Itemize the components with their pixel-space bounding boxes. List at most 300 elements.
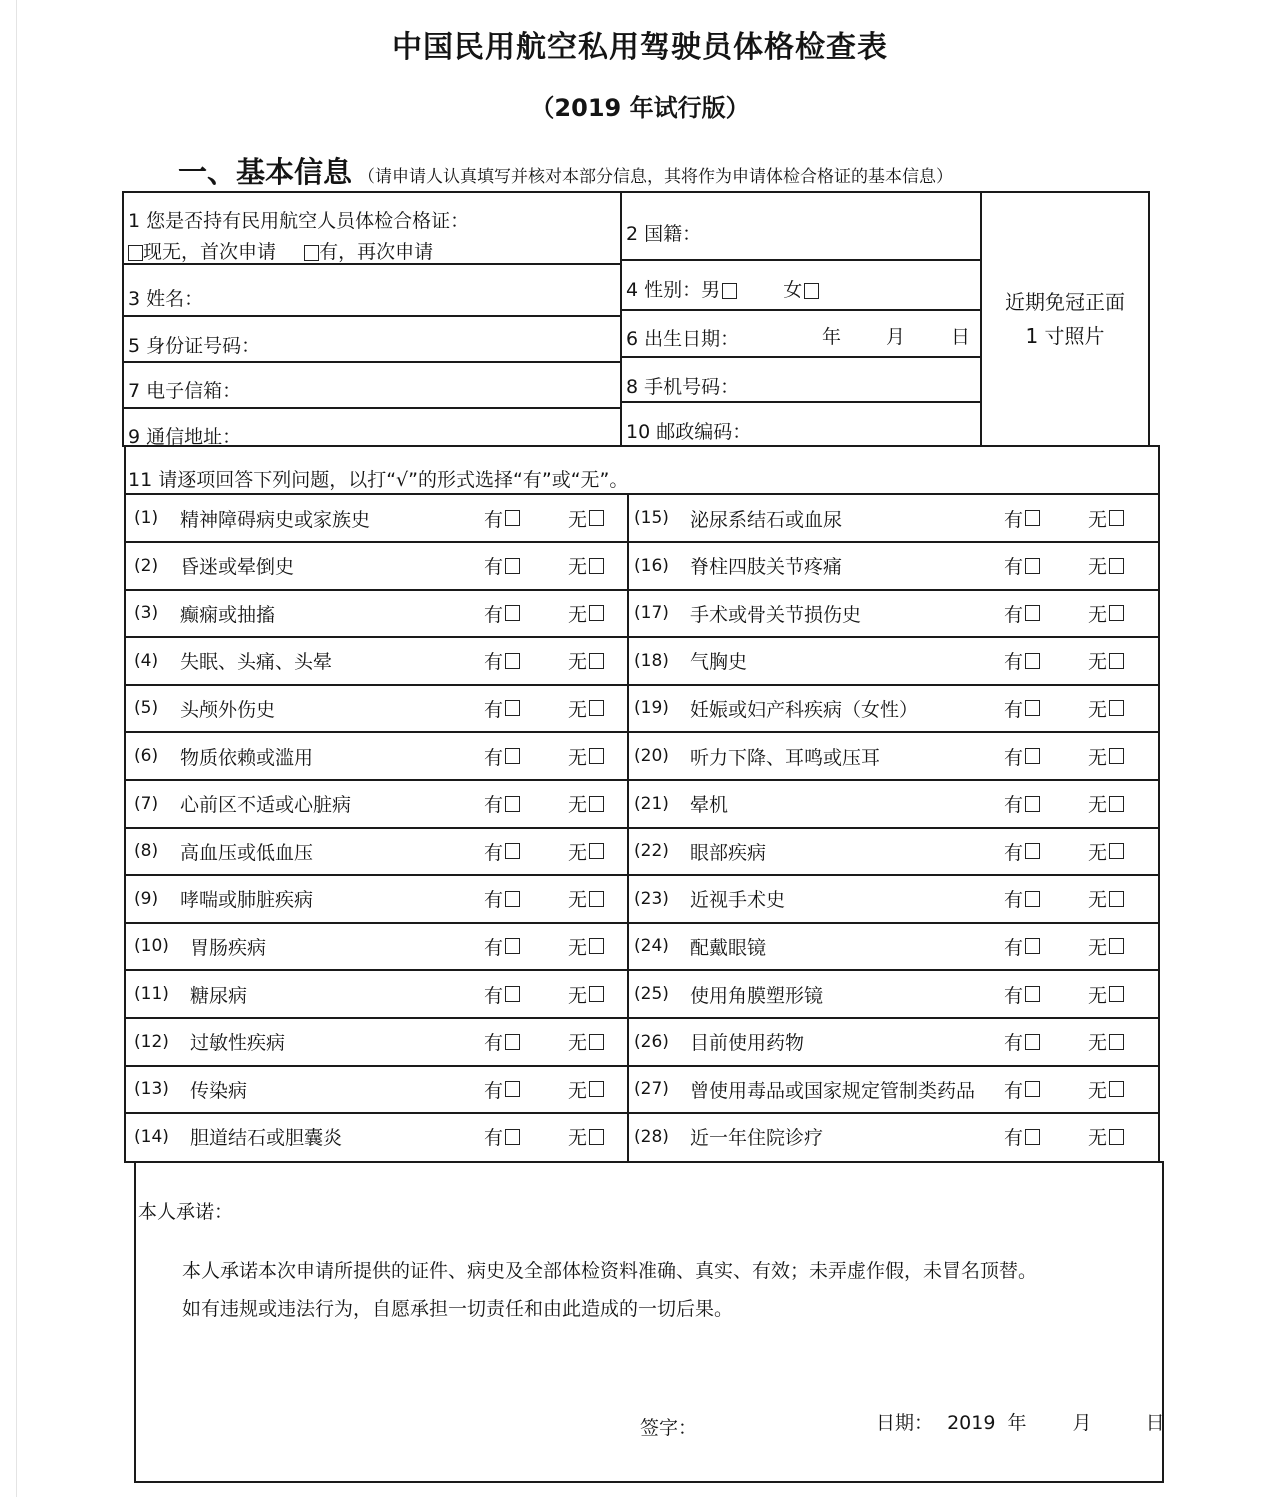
question-label: 曾使用毒品或国家规定管制类药品 bbox=[690, 1079, 976, 1102]
no-label: 无 bbox=[568, 746, 588, 769]
question-number: (8) bbox=[134, 841, 159, 862]
yes-checkbox[interactable] bbox=[505, 986, 520, 1002]
pledge-line1: 本人承诺本次申请所提供的证件、病史及全部体检资料准确、真实、有效；未弄虚作假，未冒名顶替。 bbox=[182, 1260, 1038, 1282]
question-row bbox=[634, 781, 1154, 827]
birth-date-field[interactable]: 6 出生日期： bbox=[626, 328, 740, 350]
no-checkbox[interactable] bbox=[1109, 1129, 1124, 1145]
yes-option bbox=[484, 552, 520, 579]
yes-option bbox=[484, 838, 520, 865]
yes-checkbox[interactable] bbox=[1025, 700, 1040, 716]
yes-checkbox[interactable] bbox=[1025, 510, 1040, 526]
section-title: 一、基本信息 bbox=[178, 155, 353, 189]
yes-checkbox[interactable] bbox=[505, 510, 520, 526]
no-option bbox=[1088, 743, 1124, 770]
no-label: 无 bbox=[568, 698, 588, 721]
question-label: 癫痫或抽搐 bbox=[180, 603, 276, 626]
question-number: (26) bbox=[634, 1031, 669, 1052]
question-row bbox=[134, 685, 614, 731]
yes-label: 有 bbox=[1004, 1032, 1024, 1055]
no-option bbox=[568, 790, 604, 817]
no-checkbox[interactable] bbox=[1109, 796, 1124, 812]
no-label: 无 bbox=[1088, 698, 1108, 721]
yes-checkbox[interactable] bbox=[1025, 1081, 1040, 1097]
photo-line1: 近期免冠正面 bbox=[1005, 290, 1125, 314]
postcode-field[interactable]: 10 邮政编码： bbox=[626, 421, 752, 443]
question-row bbox=[634, 495, 1154, 541]
question-label: 头颅外伤史 bbox=[180, 698, 276, 721]
no-label: 无 bbox=[568, 1079, 588, 1102]
no-option bbox=[568, 981, 604, 1008]
question-number: (28) bbox=[634, 1126, 669, 1147]
no-option bbox=[1088, 695, 1124, 722]
yes-checkbox[interactable] bbox=[1025, 986, 1040, 1002]
no-option bbox=[568, 933, 604, 960]
yes-label: 有 bbox=[484, 841, 504, 864]
date-label: 日期： bbox=[876, 1412, 934, 1434]
no-option bbox=[568, 505, 604, 532]
yes-label: 有 bbox=[484, 889, 504, 912]
question-label: 胃肠疾病 bbox=[190, 936, 267, 959]
nationality-field[interactable]: 2 国籍： bbox=[626, 223, 702, 245]
yes-label: 有 bbox=[1004, 984, 1024, 1007]
birth-month-unit: 月 bbox=[886, 326, 906, 348]
date-year: 2019 bbox=[947, 1412, 996, 1434]
question-label: 手术或骨关节损伤史 bbox=[690, 603, 862, 626]
question-label: 气胸史 bbox=[690, 651, 748, 674]
q1-none-checkbox[interactable] bbox=[128, 245, 143, 261]
yes-option bbox=[1004, 981, 1040, 1008]
yes-option bbox=[484, 790, 520, 817]
no-checkbox[interactable] bbox=[589, 891, 604, 907]
question-number: (1) bbox=[134, 508, 159, 528]
gender-male-label: 男 bbox=[701, 279, 721, 301]
no-checkbox[interactable] bbox=[1109, 843, 1124, 859]
q1-none-label: 现无，首次申请 bbox=[143, 241, 277, 263]
question-row bbox=[134, 876, 614, 922]
divider bbox=[620, 193, 622, 445]
no-checkbox[interactable] bbox=[1109, 986, 1124, 1002]
no-label: 无 bbox=[568, 556, 588, 579]
no-checkbox[interactable] bbox=[589, 986, 604, 1002]
question-number: (6) bbox=[134, 746, 159, 766]
birth-day-unit: 日 bbox=[951, 326, 971, 348]
no-label: 无 bbox=[1088, 889, 1108, 912]
yes-label: 有 bbox=[484, 1032, 504, 1055]
question-row bbox=[134, 1114, 614, 1160]
photo-line2: 1 寸照片 bbox=[1025, 324, 1105, 348]
yes-checkbox[interactable] bbox=[505, 1034, 520, 1050]
q1-has-label: 有，再次申请 bbox=[319, 241, 434, 263]
yes-checkbox[interactable] bbox=[1025, 558, 1040, 574]
yes-option bbox=[1004, 790, 1040, 817]
question-number: (20) bbox=[634, 746, 669, 766]
no-option bbox=[568, 743, 604, 770]
document-title: 中国民用航空私用驾驶员体格检查表 bbox=[392, 30, 888, 65]
no-option bbox=[568, 1076, 604, 1103]
question-label: 泌尿系结石或血尿 bbox=[690, 508, 843, 531]
question-number: (22) bbox=[634, 841, 669, 862]
yes-label: 有 bbox=[484, 1127, 504, 1150]
question-number: (24) bbox=[634, 936, 669, 957]
no-checkbox[interactable] bbox=[589, 605, 604, 621]
signature-field[interactable]: 签字： bbox=[640, 1417, 698, 1439]
question-number: (23) bbox=[634, 888, 669, 909]
phone-field[interactable]: 8 手机号码： bbox=[626, 376, 740, 398]
no-label: 无 bbox=[568, 508, 588, 531]
question-number: (11) bbox=[134, 984, 169, 1004]
no-option bbox=[1088, 1123, 1124, 1150]
question-label: 胆道结石或胆囊炎 bbox=[190, 1127, 343, 1150]
no-label: 无 bbox=[1088, 936, 1108, 959]
question-number: (5) bbox=[134, 698, 159, 719]
no-option bbox=[1088, 1028, 1124, 1055]
divider bbox=[622, 401, 980, 403]
yes-label: 有 bbox=[484, 508, 504, 531]
question-label: 眼部疾病 bbox=[690, 841, 767, 864]
gender-field bbox=[626, 275, 819, 302]
no-option bbox=[1088, 505, 1124, 532]
no-label: 无 bbox=[568, 1127, 588, 1150]
question-label: 听力下降、耳鸣或压耳 bbox=[690, 746, 881, 769]
question-label: 使用角膜塑形镜 bbox=[690, 984, 824, 1007]
no-checkbox[interactable] bbox=[1109, 605, 1124, 621]
yes-label: 有 bbox=[1004, 794, 1024, 817]
name-field[interactable]: 3 姓名： bbox=[128, 288, 204, 310]
gender-label: 4 性别： bbox=[626, 279, 702, 301]
question-number: (17) bbox=[634, 603, 669, 624]
yes-label: 有 bbox=[1004, 603, 1024, 626]
yes-option bbox=[484, 600, 520, 627]
question-row bbox=[634, 1114, 1154, 1160]
question-row bbox=[134, 923, 614, 969]
yes-option bbox=[1004, 838, 1040, 865]
pledge-text bbox=[182, 1252, 1037, 1328]
yes-option bbox=[1004, 695, 1040, 722]
question-label: 近视手术史 bbox=[690, 889, 786, 912]
question-label: 脊柱四肢关节疼痛 bbox=[690, 556, 843, 579]
no-option bbox=[1088, 600, 1124, 627]
question-row bbox=[634, 971, 1154, 1017]
yes-option bbox=[484, 505, 520, 532]
yes-checkbox[interactable] bbox=[1025, 748, 1040, 764]
no-label: 无 bbox=[1088, 1127, 1108, 1150]
yes-option bbox=[484, 885, 520, 912]
no-label: 无 bbox=[1088, 603, 1108, 626]
question-label: 近一年住院诊疗 bbox=[690, 1127, 824, 1150]
no-checkbox[interactable] bbox=[589, 1129, 604, 1145]
question-row bbox=[634, 685, 1154, 731]
divider bbox=[622, 259, 980, 261]
question-row bbox=[134, 971, 614, 1017]
yes-option bbox=[484, 743, 520, 770]
yes-label: 有 bbox=[1004, 889, 1024, 912]
yes-checkbox[interactable] bbox=[505, 796, 520, 812]
question-label: 目前使用药物 bbox=[690, 1032, 805, 1055]
no-label: 无 bbox=[568, 841, 588, 864]
no-checkbox[interactable] bbox=[589, 796, 604, 812]
divider bbox=[124, 315, 620, 317]
q1-label: 1 您是否持有民用航空人员体检合格证： bbox=[128, 210, 470, 232]
yes-option bbox=[1004, 1076, 1040, 1103]
question-number: (4) bbox=[134, 650, 159, 671]
no-checkbox[interactable] bbox=[589, 843, 604, 859]
no-label: 无 bbox=[568, 794, 588, 817]
yes-label: 有 bbox=[1004, 746, 1024, 769]
divider bbox=[124, 361, 620, 363]
question-row bbox=[634, 876, 1154, 922]
yes-label: 有 bbox=[1004, 936, 1024, 959]
no-label: 无 bbox=[1088, 746, 1108, 769]
no-checkbox[interactable] bbox=[1109, 891, 1124, 907]
no-checkbox[interactable] bbox=[589, 510, 604, 526]
question-number: (7) bbox=[134, 793, 159, 814]
yes-option bbox=[484, 1076, 520, 1103]
no-option bbox=[568, 552, 604, 579]
no-checkbox[interactable] bbox=[1109, 938, 1124, 954]
yes-label: 有 bbox=[484, 698, 504, 721]
page-edge bbox=[16, 0, 17, 1497]
yes-option bbox=[484, 695, 520, 722]
yes-checkbox[interactable] bbox=[505, 700, 520, 716]
question-label: 物质依赖或滥用 bbox=[180, 746, 314, 769]
q1-has-checkbox[interactable] bbox=[304, 245, 319, 261]
question-label: 高血压或低血压 bbox=[180, 841, 314, 864]
section-note: （请申请人认真填写并核对本部分信息，其将作为申请体检合格证的基本信息） bbox=[358, 167, 954, 187]
yes-label: 有 bbox=[1004, 1079, 1024, 1102]
question-row bbox=[634, 733, 1154, 779]
no-option bbox=[568, 1123, 604, 1150]
questions-instruction: 11 请逐项回答下列问题，以打“√”的形式选择“有”或“无”。 bbox=[128, 469, 629, 491]
yes-label: 有 bbox=[484, 603, 504, 626]
signing-date bbox=[876, 1408, 1165, 1435]
gender-male-checkbox[interactable] bbox=[722, 283, 737, 299]
no-option bbox=[568, 647, 604, 674]
yes-checkbox[interactable] bbox=[505, 891, 520, 907]
question-row bbox=[634, 543, 1154, 589]
yes-checkbox[interactable] bbox=[1025, 938, 1040, 954]
pledge-line2: 如有违规或违法行为，自愿承担一切责任和由此造成的一切后果。 bbox=[182, 1298, 734, 1320]
no-label: 无 bbox=[1088, 508, 1108, 531]
question-number: (10) bbox=[134, 936, 169, 957]
question-row bbox=[134, 781, 614, 827]
question-number: (19) bbox=[634, 698, 669, 719]
question-row bbox=[134, 495, 614, 541]
no-label: 无 bbox=[1088, 794, 1108, 817]
no-checkbox[interactable] bbox=[1109, 1034, 1124, 1050]
yes-checkbox[interactable] bbox=[505, 1129, 520, 1145]
no-option bbox=[568, 838, 604, 865]
no-checkbox[interactable] bbox=[1109, 558, 1124, 574]
yes-label: 有 bbox=[484, 651, 504, 674]
no-checkbox[interactable] bbox=[589, 1081, 604, 1097]
yes-label: 有 bbox=[1004, 841, 1024, 864]
divider bbox=[622, 309, 980, 311]
no-option bbox=[1088, 552, 1124, 579]
question-label: 心前区不适或心脏病 bbox=[180, 794, 352, 817]
no-option bbox=[1088, 647, 1124, 674]
yes-checkbox[interactable] bbox=[505, 558, 520, 574]
yes-option bbox=[1004, 505, 1040, 532]
yes-option bbox=[484, 933, 520, 960]
no-option bbox=[1088, 981, 1124, 1008]
yes-option bbox=[484, 1123, 520, 1150]
question-row bbox=[134, 1019, 614, 1065]
yes-checkbox[interactable] bbox=[505, 843, 520, 859]
question-row bbox=[634, 923, 1154, 969]
yes-checkbox[interactable] bbox=[505, 938, 520, 954]
yes-label: 有 bbox=[1004, 556, 1024, 579]
no-label: 无 bbox=[568, 889, 588, 912]
date-month-unit: 月 bbox=[1072, 1412, 1092, 1434]
yes-checkbox[interactable] bbox=[505, 653, 520, 669]
question-label: 精神障碍病史或家族史 bbox=[180, 508, 371, 531]
gender-female-checkbox[interactable] bbox=[804, 283, 819, 299]
question-row bbox=[134, 638, 614, 684]
question-row bbox=[134, 733, 614, 779]
no-checkbox[interactable] bbox=[1109, 1081, 1124, 1097]
yes-checkbox[interactable] bbox=[1025, 1034, 1040, 1050]
question-row bbox=[634, 1066, 1154, 1112]
no-checkbox[interactable] bbox=[589, 700, 604, 716]
yes-option bbox=[1004, 1123, 1040, 1150]
question-number: (9) bbox=[134, 888, 159, 909]
question-number: (16) bbox=[634, 555, 669, 576]
question-label: 配戴眼镜 bbox=[690, 936, 767, 959]
yes-checkbox[interactable] bbox=[505, 1081, 520, 1097]
no-checkbox[interactable] bbox=[589, 938, 604, 954]
date-year-unit: 年 bbox=[1007, 1412, 1027, 1434]
no-label: 无 bbox=[1088, 651, 1108, 674]
yes-label: 有 bbox=[484, 794, 504, 817]
no-label: 无 bbox=[568, 603, 588, 626]
question-row bbox=[634, 638, 1154, 684]
yes-option bbox=[1004, 600, 1040, 627]
no-option bbox=[568, 600, 604, 627]
question-label: 晕机 bbox=[690, 794, 729, 817]
yes-option bbox=[1004, 933, 1040, 960]
no-checkbox[interactable] bbox=[1109, 700, 1124, 716]
question-row bbox=[134, 590, 614, 636]
no-checkbox[interactable] bbox=[589, 748, 604, 764]
photo-placeholder bbox=[982, 193, 1148, 445]
question-number: (14) bbox=[134, 1126, 169, 1147]
yes-label: 有 bbox=[484, 984, 504, 1007]
no-label: 无 bbox=[568, 936, 588, 959]
question-row bbox=[134, 1066, 614, 1112]
yes-option bbox=[484, 1028, 520, 1055]
no-option bbox=[568, 695, 604, 722]
yes-label: 有 bbox=[1004, 698, 1024, 721]
q1-options bbox=[128, 237, 433, 264]
yes-checkbox[interactable] bbox=[1025, 796, 1040, 812]
no-checkbox[interactable] bbox=[589, 653, 604, 669]
no-label: 无 bbox=[568, 984, 588, 1007]
question-row bbox=[134, 828, 614, 874]
question-number: (13) bbox=[134, 1079, 169, 1100]
no-option bbox=[1088, 885, 1124, 912]
no-checkbox[interactable] bbox=[1109, 510, 1124, 526]
no-checkbox[interactable] bbox=[589, 558, 604, 574]
no-label: 无 bbox=[1088, 841, 1108, 864]
no-checkbox[interactable] bbox=[1109, 748, 1124, 764]
yes-option bbox=[1004, 647, 1040, 674]
yes-label: 有 bbox=[1004, 651, 1024, 674]
yes-checkbox[interactable] bbox=[505, 605, 520, 621]
question-label: 失眠、头痛、头晕 bbox=[180, 651, 333, 674]
yes-checkbox[interactable] bbox=[1025, 605, 1040, 621]
gender-female-label: 女 bbox=[783, 279, 803, 301]
no-option bbox=[1088, 790, 1124, 817]
no-option bbox=[1088, 933, 1124, 960]
question-label: 传染病 bbox=[190, 1079, 248, 1102]
yes-label: 有 bbox=[484, 746, 504, 769]
yes-option bbox=[1004, 552, 1040, 579]
question-row bbox=[134, 543, 614, 589]
question-label: 糖尿病 bbox=[190, 984, 248, 1007]
no-label: 无 bbox=[568, 1032, 588, 1055]
question-number: (15) bbox=[634, 508, 669, 528]
question-number: (21) bbox=[634, 793, 669, 814]
question-label: 哮喘或肺脏疾病 bbox=[180, 889, 314, 912]
date-day-unit: 日 bbox=[1145, 1412, 1165, 1434]
question-row bbox=[634, 590, 1154, 636]
yes-option bbox=[484, 647, 520, 674]
question-row bbox=[634, 828, 1154, 874]
yes-checkbox[interactable] bbox=[1025, 843, 1040, 859]
yes-checkbox[interactable] bbox=[1025, 1129, 1040, 1145]
no-label: 无 bbox=[1088, 1079, 1108, 1102]
address-field[interactable]: 9 通信地址： bbox=[128, 426, 242, 448]
no-checkbox[interactable] bbox=[1109, 653, 1124, 669]
birth-year-unit: 年 bbox=[822, 326, 842, 348]
yes-label: 有 bbox=[1004, 1127, 1024, 1150]
question-number: (18) bbox=[634, 650, 669, 671]
no-label: 无 bbox=[568, 651, 588, 674]
yes-label: 有 bbox=[484, 936, 504, 959]
no-label: 无 bbox=[1088, 1032, 1108, 1055]
no-label: 无 bbox=[1088, 556, 1108, 579]
yes-option bbox=[1004, 743, 1040, 770]
email-field[interactable]: 7 电子信箱： bbox=[128, 380, 242, 402]
no-option bbox=[568, 1028, 604, 1055]
question-label: 过敏性疾病 bbox=[190, 1032, 286, 1055]
yes-label: 有 bbox=[484, 1079, 504, 1102]
question-number: (25) bbox=[634, 984, 669, 1004]
document-subtitle: （2019 年试行版） bbox=[530, 94, 750, 122]
question-number: (12) bbox=[134, 1031, 169, 1052]
yes-option bbox=[1004, 1028, 1040, 1055]
no-option bbox=[1088, 838, 1124, 865]
yes-checkbox[interactable] bbox=[1025, 653, 1040, 669]
question-label: 昏迷或晕倒史 bbox=[180, 556, 295, 579]
yes-checkbox[interactable] bbox=[505, 748, 520, 764]
no-checkbox[interactable] bbox=[589, 1034, 604, 1050]
question-number: (3) bbox=[134, 603, 159, 624]
no-option bbox=[1088, 1076, 1124, 1103]
question-label: 妊娠或妇产科疾病（女性） bbox=[690, 698, 919, 721]
yes-checkbox[interactable] bbox=[1025, 891, 1040, 907]
yes-option bbox=[1004, 885, 1040, 912]
question-row bbox=[634, 1019, 1154, 1065]
yes-label: 有 bbox=[484, 556, 504, 579]
id-number-field[interactable]: 5 身份证号码： bbox=[128, 335, 261, 357]
yes-option bbox=[484, 981, 520, 1008]
divider bbox=[124, 407, 620, 409]
question-number: (27) bbox=[634, 1079, 669, 1100]
pledge-title: 本人承诺： bbox=[138, 1201, 234, 1223]
yes-label: 有 bbox=[1004, 508, 1024, 531]
section-heading bbox=[178, 150, 953, 191]
